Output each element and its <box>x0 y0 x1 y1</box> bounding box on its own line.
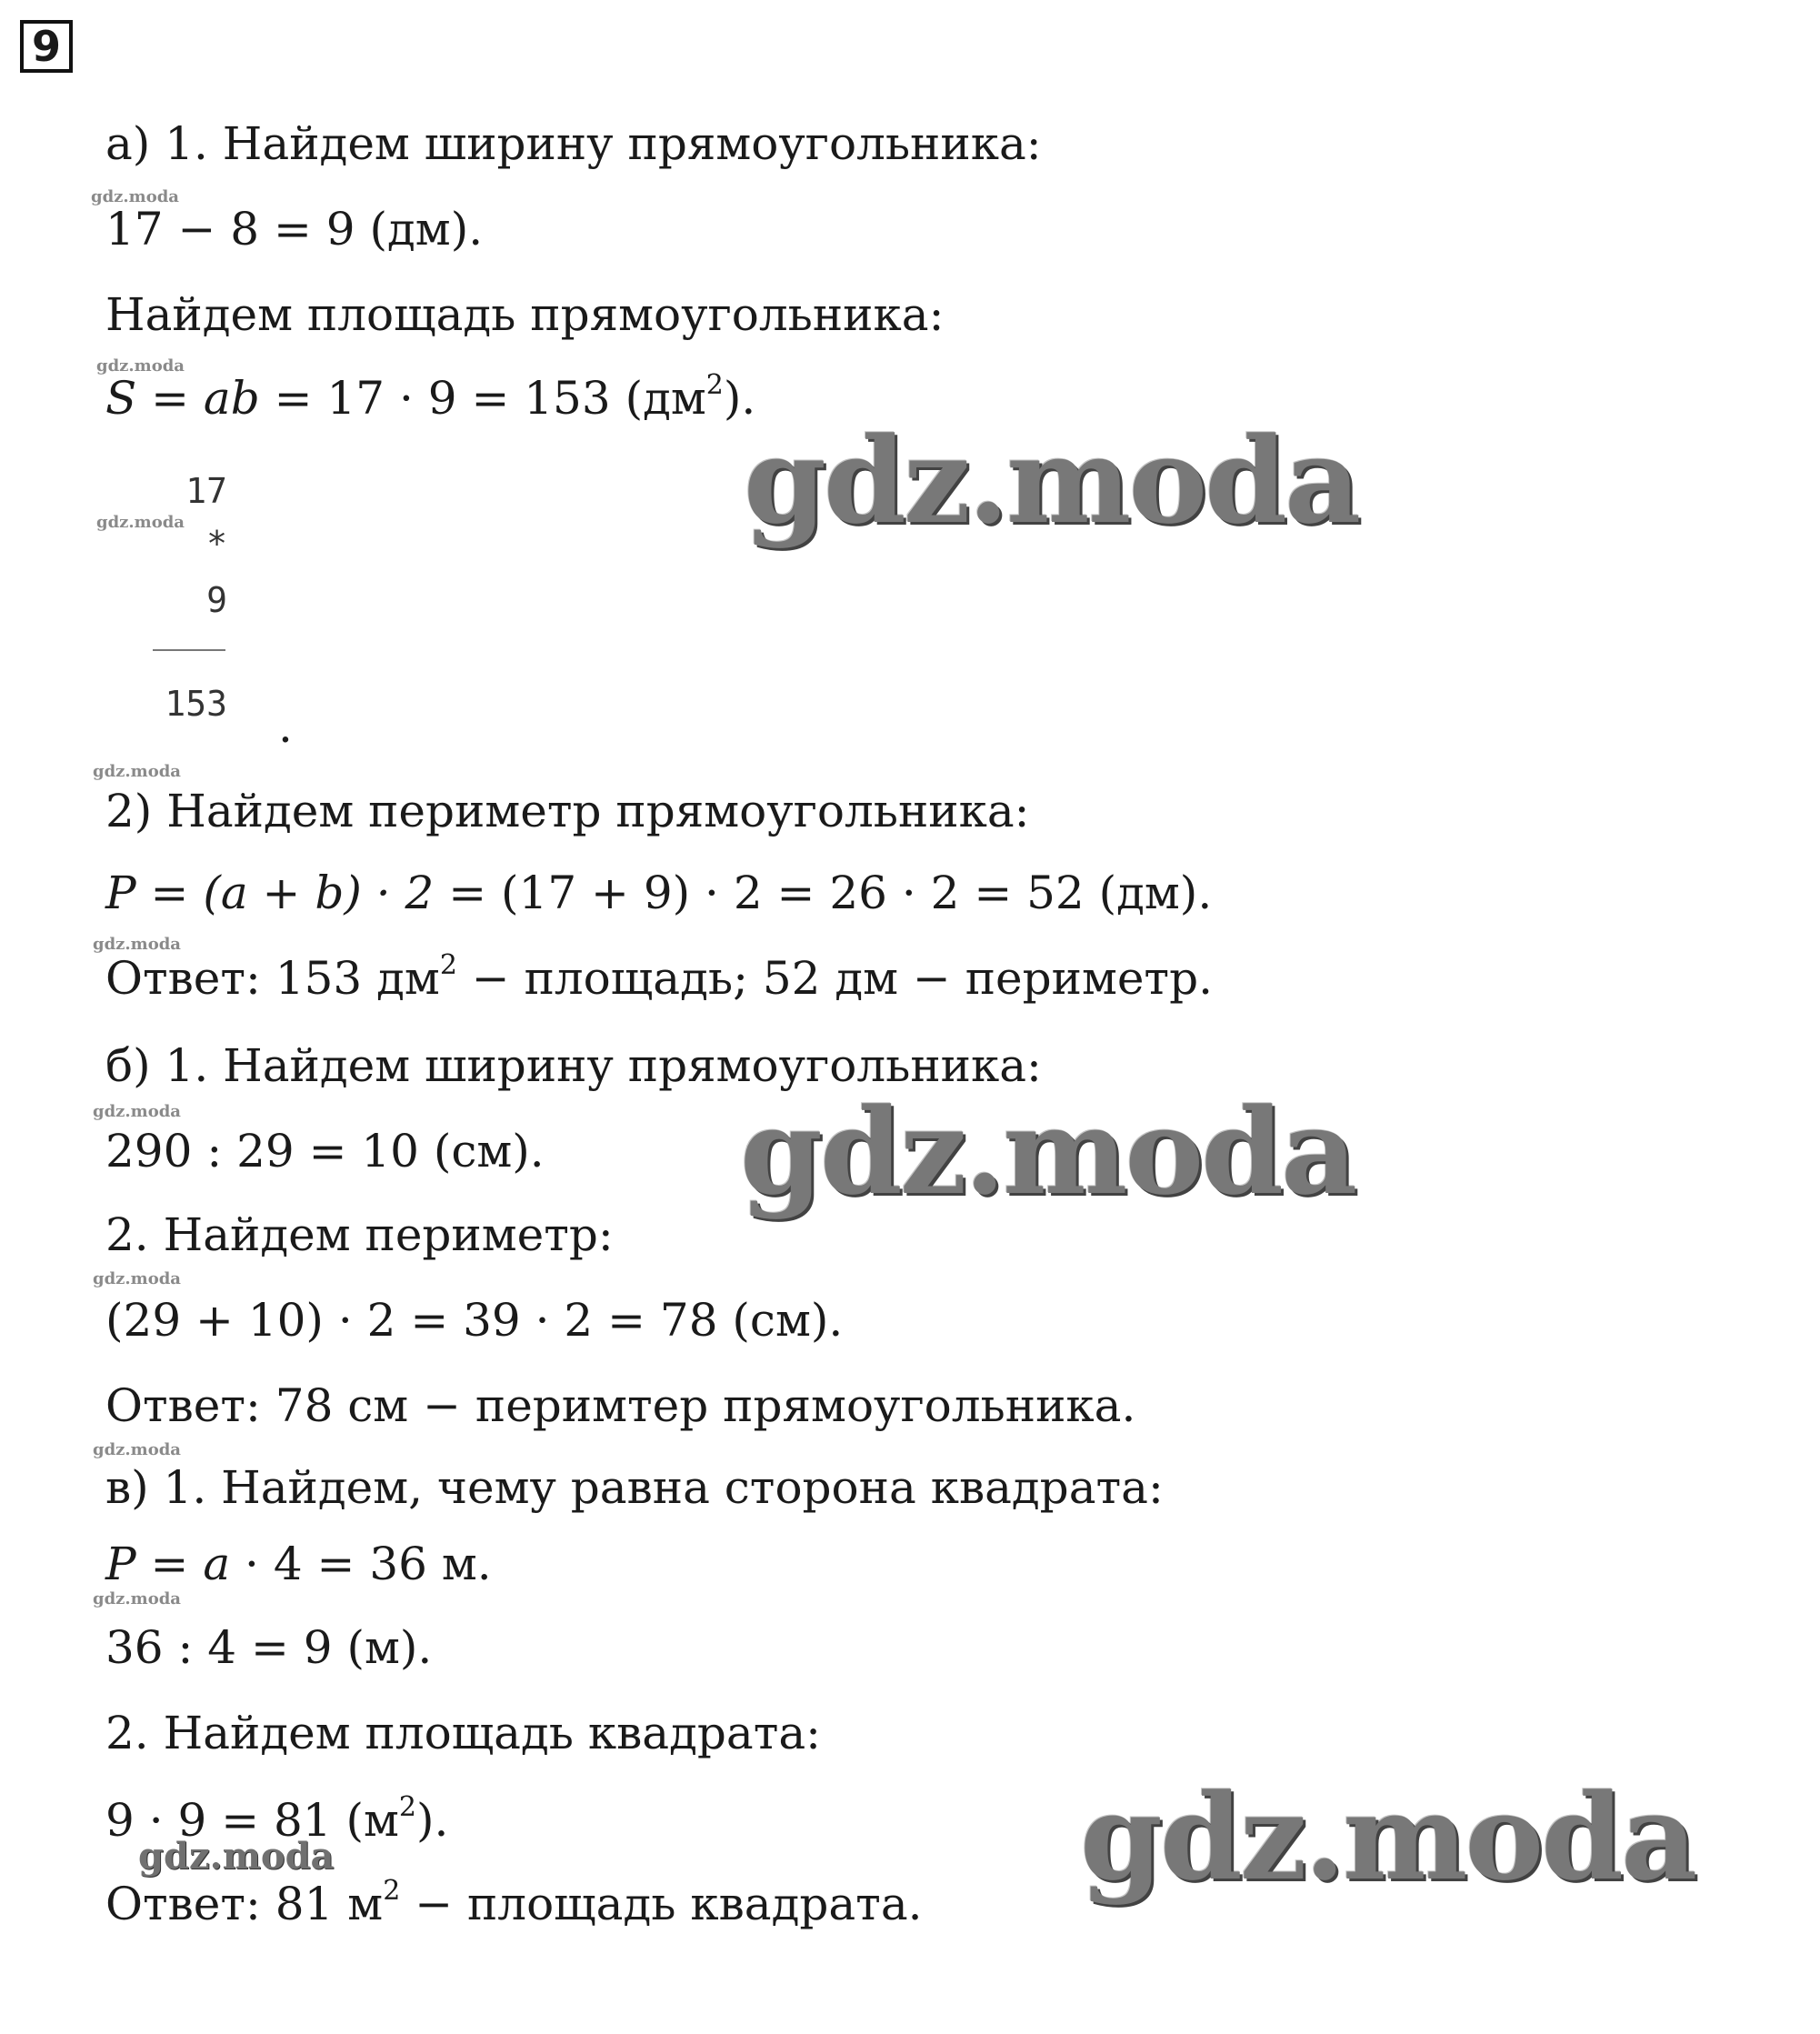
part-b-step2: 2. Найдем периметр: <box>105 1208 614 1261</box>
column-operator: * <box>206 524 227 564</box>
part-a-area-calc <box>105 371 755 426</box>
square-area-start: 9 · 9 = 81 (м <box>105 1794 399 1847</box>
part-a-area-title: Найдем площадь прямоугольника: <box>105 288 945 341</box>
watermark-small: gdz.moda <box>93 1269 181 1288</box>
part-a-width-calc: 17 − 8 = 9 (дм). <box>105 203 484 256</box>
watermark-small: gdz.moda <box>96 513 185 532</box>
problem-number: 9 <box>20 20 73 73</box>
column-result: 153 <box>165 684 227 724</box>
part-a-step2: 2) Найдем периметр прямоугольника: <box>105 785 1030 837</box>
part-a-answer <box>105 951 1213 1006</box>
square-area-end: ). <box>416 1794 449 1847</box>
watermark-small: gdz.moda <box>93 935 181 954</box>
area-calc-end: ). <box>723 372 756 425</box>
part-v-perimeter <box>105 1537 492 1591</box>
watermark-small: gdz.moda <box>93 762 181 781</box>
area-formula: S = ab <box>105 372 260 425</box>
column-dot: . <box>278 700 293 753</box>
part-v-side-calc: 36 : 4 = 9 (м). <box>105 1621 433 1674</box>
part-a-step1: а) 1. Найдем ширину прямоугольника: <box>105 117 1042 170</box>
column-bottom: 9 <box>206 580 227 620</box>
part-b-step1: б) 1. Найдем ширину прямоугольника: <box>105 1039 1042 1092</box>
area-exponent: 2 <box>705 369 724 401</box>
watermark-small: gdz.moda <box>91 187 179 206</box>
watermark-big: gdz.moda <box>744 411 1359 550</box>
answer-a-start: Ответ: 153 дм <box>105 952 440 1005</box>
watermark-small: gdz.moda <box>93 1440 181 1459</box>
watermark-big: gdz.moda <box>740 1082 1355 1221</box>
square-perimeter-formula: P = a <box>105 1538 231 1590</box>
answer-a-end: − площадь; 52 дм − периметр. <box>456 952 1213 1005</box>
part-v-step2: 2. Найдем площадь квадрата: <box>105 1707 822 1759</box>
square-perimeter-rest: · 4 = 36 м. <box>230 1538 492 1590</box>
watermark-big: gdz.moda <box>1080 1768 1695 1907</box>
answer-v-end: − площадь квадрата. <box>400 1878 923 1930</box>
square-area-exponent: 2 <box>398 1791 416 1823</box>
perimeter-calc-rest: = (17 + 9) · 2 = 26 · 2 = 52 (дм). <box>434 867 1213 919</box>
column-top: 17 <box>185 471 227 511</box>
perimeter-formula: P = (a + b) · 2 <box>105 867 435 919</box>
part-v-step1: в) 1. Найдем, чему равна сторона квадрата: <box>105 1461 1164 1514</box>
part-b-perimeter-calc: (29 + 10) · 2 = 39 · 2 = 78 (см). <box>105 1294 844 1347</box>
part-v-answer <box>105 1877 923 1931</box>
part-b-width-calc: 290 : 29 = 10 (см). <box>105 1125 545 1177</box>
watermark-small: gdz.moda <box>93 1589 181 1608</box>
watermark-medium: gdz.moda <box>138 1835 335 1878</box>
part-b-answer: Ответ: 78 см − перимтер прямоугольника. <box>105 1379 1136 1432</box>
watermark-small: gdz.moda <box>96 356 185 376</box>
answer-v-exponent: 2 <box>383 1875 401 1907</box>
answer-a-exponent: 2 <box>439 949 457 981</box>
answer-v-start: Ответ: 81 м <box>105 1878 384 1930</box>
part-a-perimeter-calc <box>105 866 1212 920</box>
column-rule <box>153 649 225 651</box>
watermark-small: gdz.moda <box>93 1102 181 1121</box>
area-calc-rest: = 17 · 9 = 153 (дм <box>259 372 706 425</box>
